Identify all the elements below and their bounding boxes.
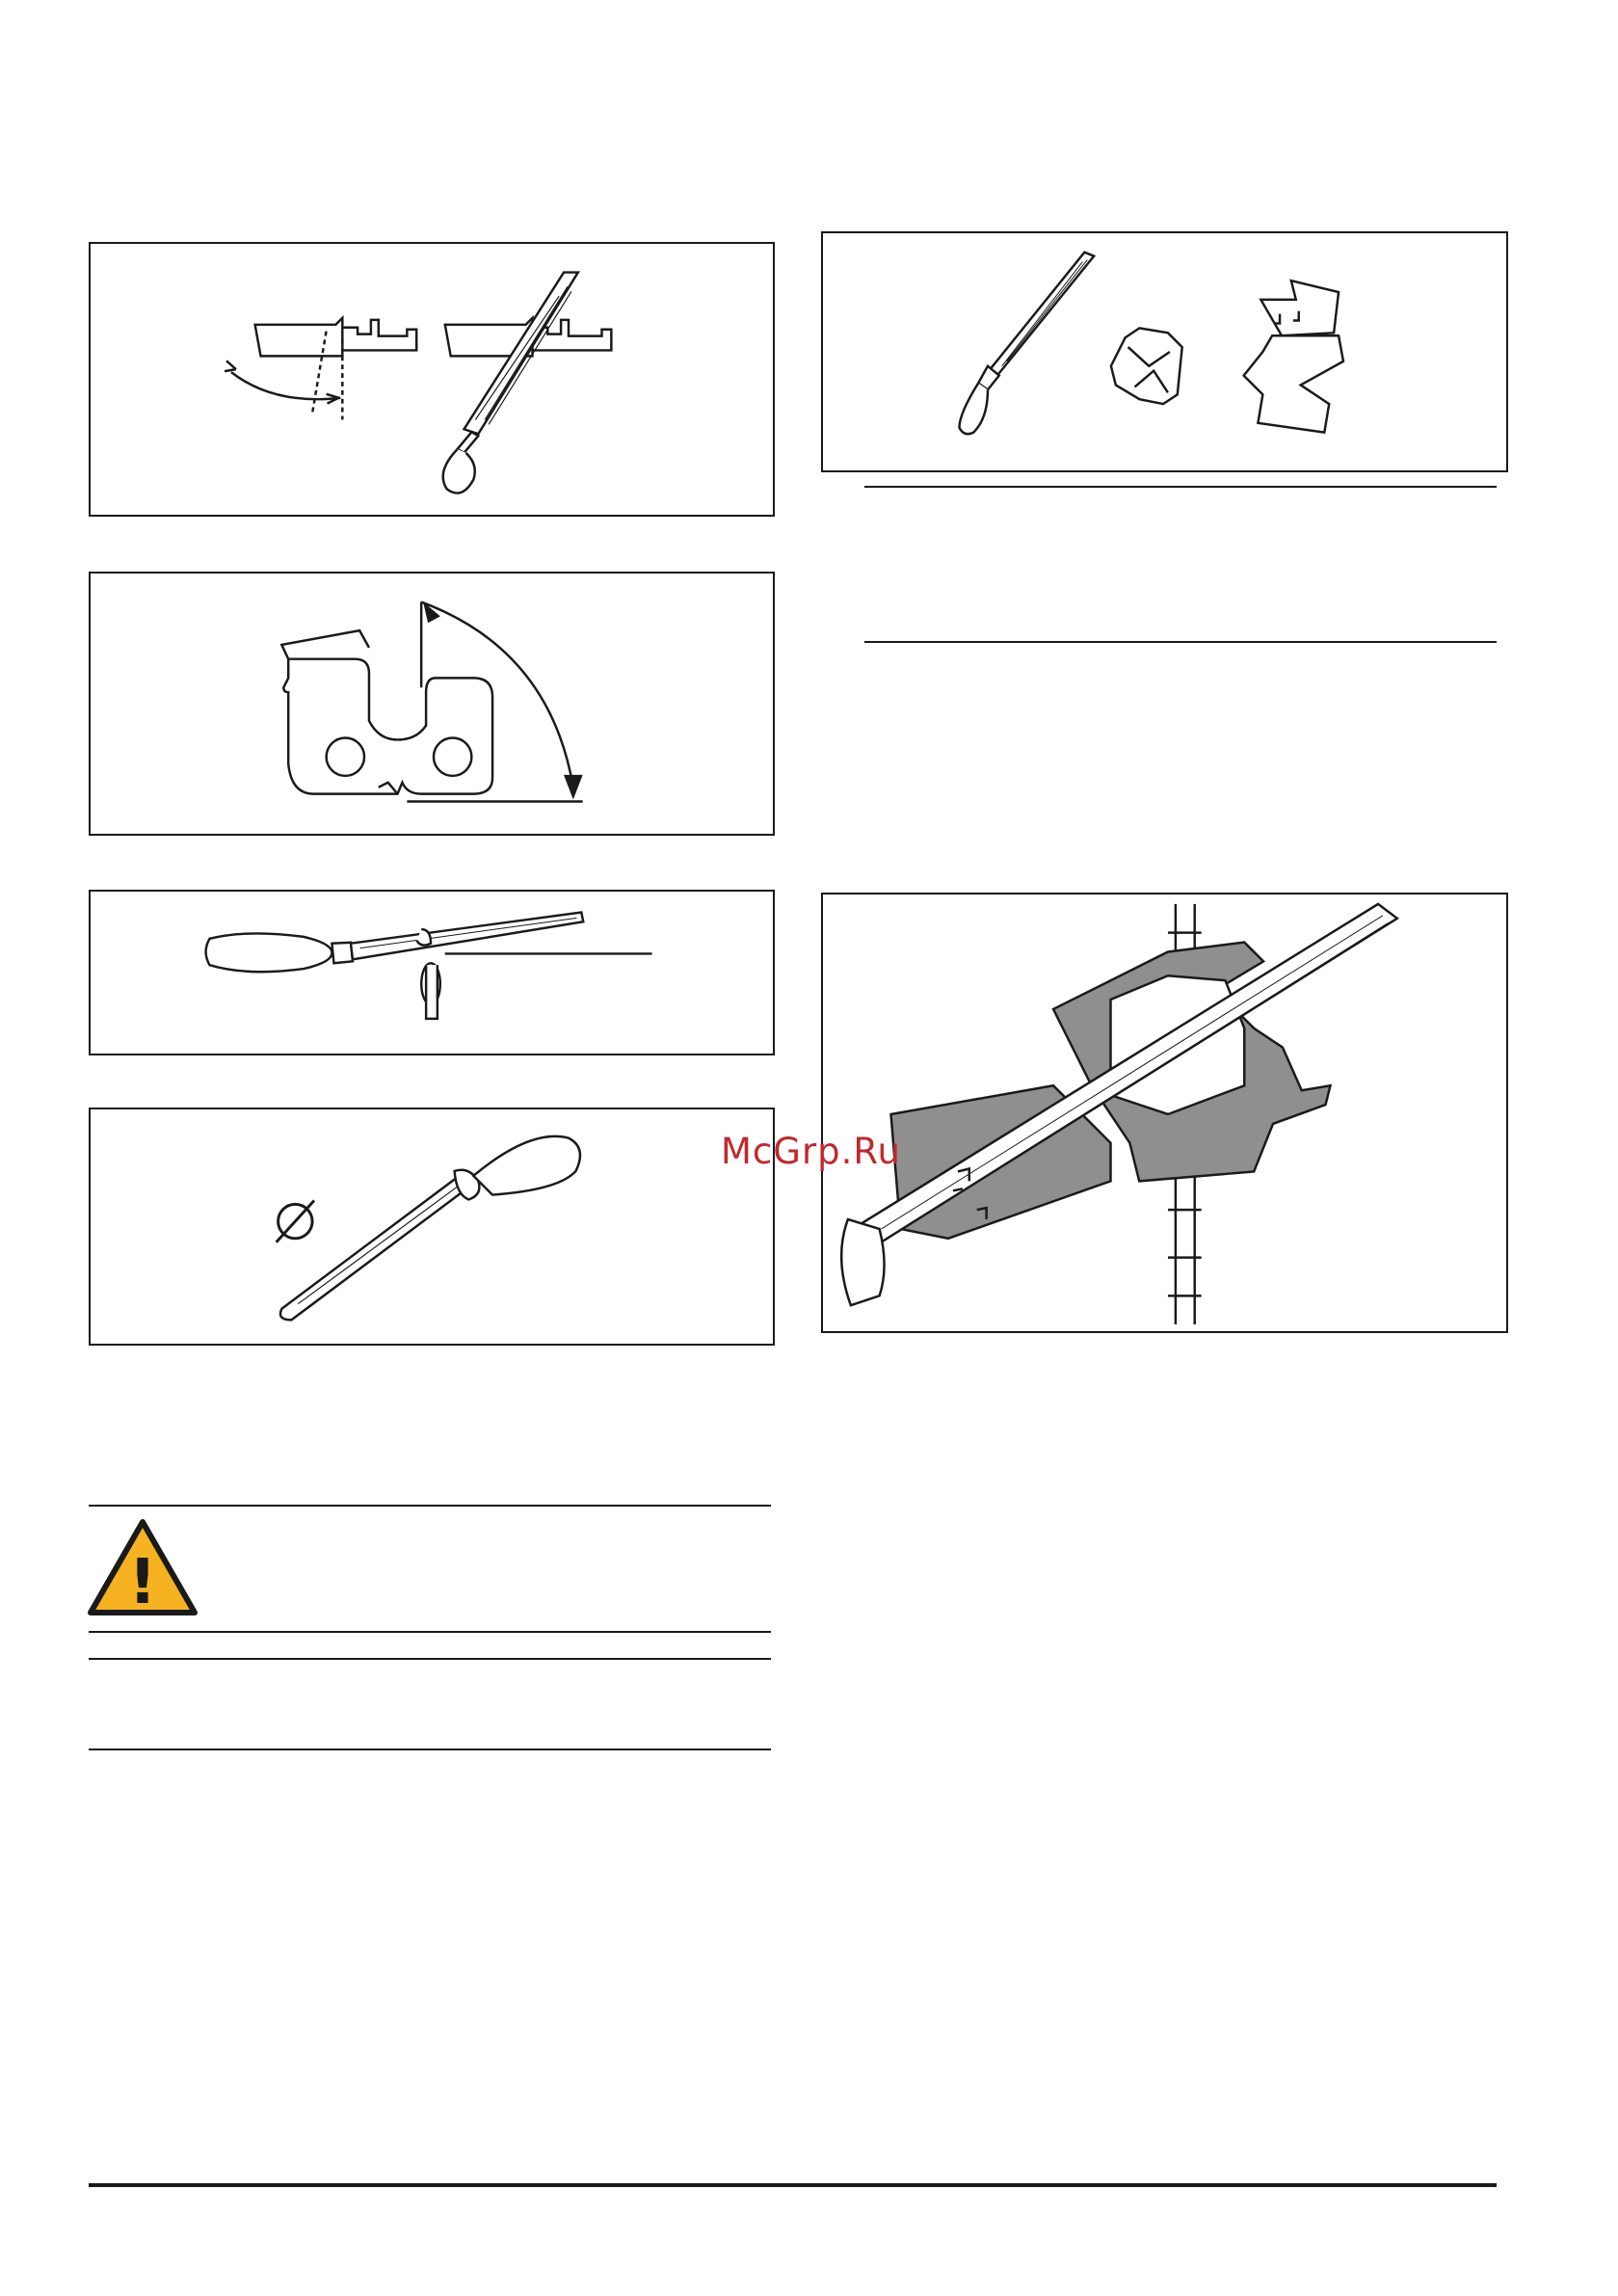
warning-rule-bottom [89, 1631, 771, 1633]
file-guide-icon [823, 894, 1506, 1331]
figure-cutter-filing-angle [89, 242, 775, 517]
file-on-cutter-icon [91, 244, 773, 515]
figure-file-diameter [89, 1108, 775, 1346]
round-file-icon [91, 1109, 773, 1344]
warning-glyph: ! [128, 1547, 157, 1616]
sharpening-kit-icon [823, 233, 1506, 470]
note-rule-bottom [864, 641, 1497, 643]
figure-file-holder-depth [89, 890, 775, 1055]
angle-arrow-icon [91, 574, 773, 834]
note-left-rule-top [89, 1658, 771, 1660]
watermark-text: McGrp.Ru [721, 1131, 901, 1172]
figure-side-plate-angle [89, 572, 775, 836]
note-left-rule-bottom [89, 1749, 771, 1750]
note-rule-top [864, 486, 1497, 488]
figure-file-guide-on-chain [821, 893, 1508, 1333]
warning-triangle-icon [87, 1518, 199, 1616]
file-holder-icon [91, 892, 773, 1054]
warning-rule-top [89, 1505, 771, 1507]
footer-rule [89, 2183, 1497, 2187]
figure-sharpening-kit [821, 231, 1508, 472]
